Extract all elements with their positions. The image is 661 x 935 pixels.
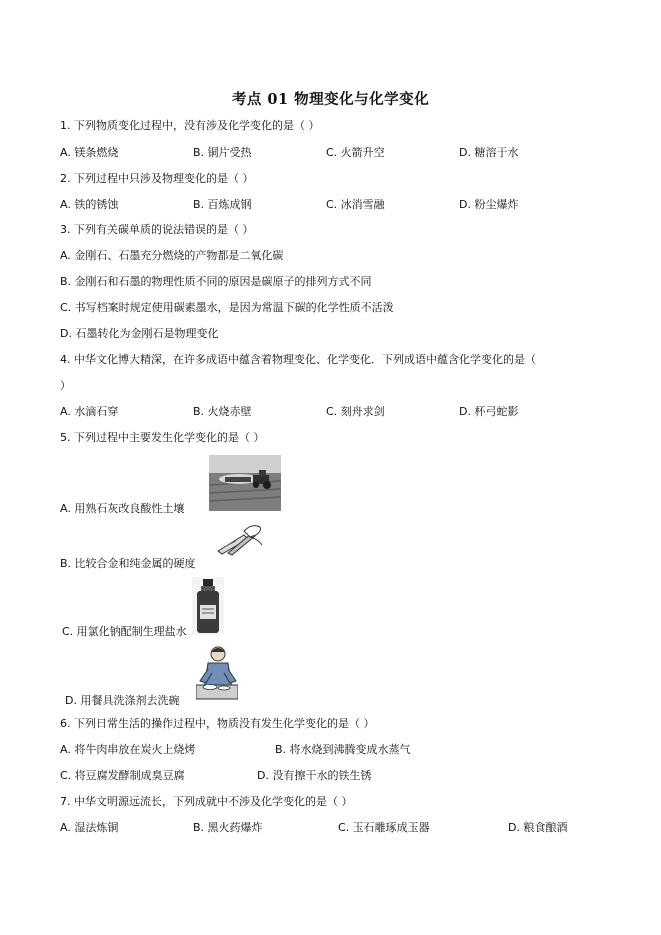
- saline-bottle-image: [192, 577, 224, 635]
- q2-option-d: D. 粉尘爆炸: [459, 198, 519, 211]
- q5-option-a: A. 用熟石灰改良酸性土壤: [60, 502, 185, 515]
- page-title: 考点 01 物理变化与化学变化: [231, 91, 430, 108]
- question-4-stem-continued: ）: [60, 379, 71, 392]
- q6-option-b: B. 将水烧到沸腾变成水蒸气: [275, 743, 411, 756]
- q6-option-a: A. 将牛肉串放在炭火上烧烤: [60, 743, 196, 756]
- q4-option-a: A. 水滴石穿: [60, 405, 119, 418]
- q2-option-c: C. 冰消雪融: [326, 198, 385, 211]
- q4-option-c: C. 刻舟求剑: [326, 405, 385, 418]
- q4-option-b: B. 火烧赤壁: [193, 405, 252, 418]
- q1-option-a: A. 镁条燃烧: [60, 146, 119, 159]
- question-6-stem: 6. 下列日常生活的操作过程中，物质没有发生化学变化的是（ ）: [60, 717, 375, 730]
- q7-option-a: A. 湿法炼铜: [60, 821, 119, 834]
- q5-option-c: C. 用氯化钠配制生理盐水: [62, 625, 187, 638]
- q7-option-d: D. 粮食酿酒: [508, 821, 568, 834]
- q2-option-b: B. 百炼成钢: [193, 198, 252, 211]
- q3-option-b: B. 金刚石和石墨的物理性质不同的原因是碳原子的排列方式不同: [60, 275, 372, 288]
- q1-option-d: D. 糖溶于水: [459, 146, 519, 159]
- q6-option-d: D. 没有擦干水的铁生锈: [257, 769, 372, 782]
- q7-option-c: C. 玉石雕琢成玉器: [338, 821, 430, 834]
- q3-option-a: A. 金刚石、石墨充分燃烧的产物都是二氧化碳: [60, 249, 284, 262]
- question-4-stem: 4. 中华文化博大精深，在许多成语中蕴含着物理变化、化学变化．下列成语中蕴含化学变化的是（: [60, 353, 536, 366]
- question-5-stem: 5. 下列过程中主要发生化学变化的是（ ）: [60, 431, 265, 444]
- q5-option-b: B. 比较合金和纯金属的硬度: [60, 557, 196, 570]
- q5-option-d: D. 用餐具洗涤剂去洗碗: [65, 694, 180, 707]
- q6-option-c: C. 将豆腐发酵制成臭豆腐: [60, 769, 185, 782]
- q2-option-a: A. 铁的锈蚀: [60, 198, 119, 211]
- q3-option-d: D. 石墨转化为金刚石是物理变化: [60, 327, 219, 340]
- tractor-field-image: [209, 455, 281, 511]
- question-3-stem: 3. 下列有关碳单质的说法错误的是（ ）: [60, 223, 254, 236]
- washing-dishes-image: [196, 645, 238, 701]
- q7-option-b: B. 黑火药爆炸: [193, 821, 263, 834]
- scratch-metal-image: [214, 521, 264, 557]
- q1-option-b: B. 铜片受热: [193, 146, 252, 159]
- question-2-stem: 2. 下列过程中只涉及物理变化的是（ ）: [60, 172, 254, 185]
- q3-option-c: C. 书写档案时规定使用碳素墨水，是因为常温下碳的化学性质不活泼: [60, 301, 394, 314]
- q1-option-c: C. 火箭升空: [326, 146, 385, 159]
- question-1-stem: 1. 下列物质变化过程中，没有涉及化学变化的是（ ）: [60, 119, 320, 132]
- question-7-stem: 7. 中华文明源远流长，下列成就中不涉及化学变化的是（ ）: [60, 795, 353, 808]
- q4-option-d: D. 杯弓蛇影: [459, 405, 519, 418]
